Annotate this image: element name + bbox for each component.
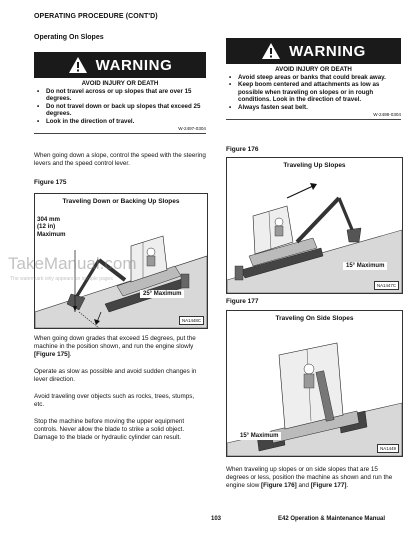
warning-triangle-icon xyxy=(68,56,88,74)
paragraph-text: . xyxy=(69,351,72,359)
warning-box-travel-slopes xyxy=(34,52,206,134)
figure-code: NA1449 xyxy=(377,444,399,453)
warning-code: W-2498-0304 xyxy=(373,112,401,118)
warning-list xyxy=(226,74,401,111)
warning-banner xyxy=(34,52,206,78)
warning-box-steep-areas xyxy=(226,38,401,120)
watermark-tagline: The watermark only appears on sample pages xyxy=(10,276,113,282)
figure-reference: [Figure 177] xyxy=(310,482,347,490)
paragraph-speed-control: When going down a slope, control the speed with the steering levers and the speed control lever. xyxy=(34,152,206,168)
watermark-brand: TakeManual.com xyxy=(8,254,137,273)
figure-175-title: Traveling Down or Backing Up Slopes xyxy=(62,198,180,205)
figure-reference: [Figure 176] xyxy=(261,482,297,490)
figure-175-label: Figure 175 xyxy=(34,179,67,186)
blade-height-dimension xyxy=(37,216,66,238)
figure-177-label: Figure 177 xyxy=(226,298,259,305)
excavator-uphill-drawing xyxy=(227,158,402,293)
warning-item: • Always fasten seat belt. xyxy=(226,104,401,111)
paragraph-uphill-travel xyxy=(226,466,401,491)
warning-word: WARNING xyxy=(95,56,173,74)
figure-code: NA1448C xyxy=(179,316,204,325)
warning-heading: AVOID INJURY OR DEATH xyxy=(81,80,159,87)
angle-label: 15° Maximum xyxy=(237,432,281,440)
figure-176-title: Traveling Up Slopes xyxy=(283,162,346,169)
warning-triangle-icon xyxy=(261,42,281,60)
warning-item: • Do not travel down or back up slopes that exceed 25 degrees. xyxy=(34,103,206,118)
figure-176-illustration xyxy=(226,157,403,294)
figure-177-illustration xyxy=(226,310,403,457)
warning-list xyxy=(34,88,206,125)
manual-title: E42 Operation & Maintenance Manual xyxy=(278,516,386,522)
warning-code: W-2497-0304 xyxy=(178,126,206,132)
figure-code: NA1447C xyxy=(374,281,399,290)
warning-item: • Avoid steep areas or banks that could break away. xyxy=(226,74,401,81)
paragraph-text: . xyxy=(346,482,349,490)
warning-item: • Keep boom centered and attachments as low as possible when traveling on slopes or in rough conditions. Look in the direction of travel. xyxy=(226,81,401,103)
figure-177-title: Traveling On Side Slopes xyxy=(275,315,354,322)
paragraph-steep-grades xyxy=(34,335,206,360)
angle-label: 15° Maximum xyxy=(343,262,387,270)
dimension-max: Maximum xyxy=(37,230,66,238)
warning-heading: AVOID INJURY OR DEATH xyxy=(275,66,352,73)
section-header: OPERATING PROCEDURE (CONT'D) xyxy=(34,13,158,20)
figure-176-label: Figure 176 xyxy=(226,146,259,153)
figure-reference: [Figure 175] xyxy=(34,351,70,359)
paragraph-text: When traveling up slopes or on side slopes that are 15 degrees or less, position the machine as shown and run the engine slow xyxy=(226,466,393,490)
warning-item: • Look in the direction of travel. xyxy=(34,118,206,125)
warning-banner xyxy=(226,38,401,64)
dimension-in: (12 in) xyxy=(37,223,56,231)
paragraph-avoid-objects: Avoid traveling over objects such as rocks, trees, stumps, etc. xyxy=(34,393,195,409)
paragraph-operate-slow: Operate as slow as possible and avoid sudden changes in lever direction. xyxy=(34,368,197,384)
paragraph-text: When going down grades that exceed 15 degrees, put the machine in the position shown, and run the engine slowly xyxy=(34,335,196,351)
page-number: 103 xyxy=(211,516,222,522)
warning-word: WARNING xyxy=(289,42,366,60)
angle-label: 25° Maximum xyxy=(140,290,184,298)
section-subtitle: Operating On Slopes xyxy=(34,34,104,41)
paragraph-stop-machine: Stop the machine before moving the upper equipment controls. Never allow the blade to strike a solid object. Damage to the blade or hydraulic cylinder can result. xyxy=(34,418,185,442)
warning-item: • Do not travel across or up slopes that are over 15 degrees. xyxy=(34,88,206,103)
dimension-mm: 304 mm xyxy=(37,216,61,223)
paragraph-text: and xyxy=(296,482,311,490)
